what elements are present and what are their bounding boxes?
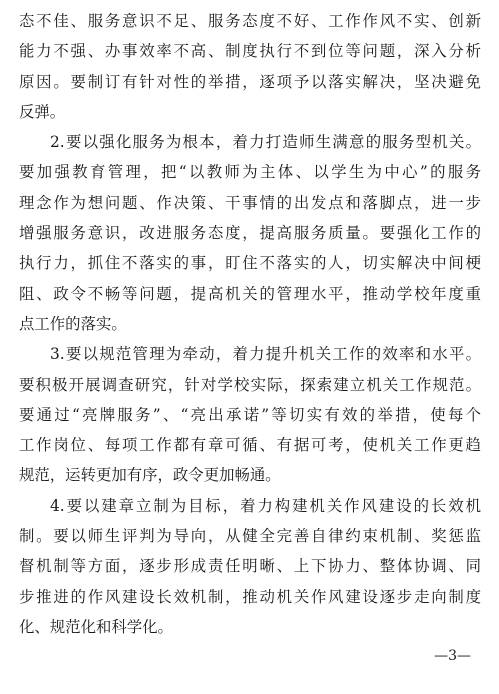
text-line: 要积极开展调查研究，针对学校实际，探索建立机关工作规范。	[19, 375, 481, 394]
text-line: 态不佳、服务意识不足、服务态度不好、工作作风不实、创新	[19, 12, 481, 30]
text-line: 反弹。	[19, 102, 66, 121]
text-line: 执行力，抓住不落实的事，盯住不落实的人，切实解决中间梗	[19, 254, 481, 273]
section-heading-line: 3.要以规范管理为牵动，着力提升机关工作的效率和水平。	[50, 345, 481, 364]
text-line: 化、规范化和科学化。	[19, 617, 173, 636]
text-line: 能力不强、办事效率不高、制度执行不到位等问题，深入分析	[19, 42, 481, 61]
text-line: 规范，运转更加有序，政令更加畅通。	[19, 466, 281, 485]
text-line: 原因。要制订有针对性的举措，逐项予以落实解决，坚决避免	[19, 72, 481, 91]
text-line: 理念作为想问题、作决策、干事情的出发点和落脚点，进一步	[19, 193, 481, 212]
paragraph-1	[19, 6, 481, 127]
text-line: 工作岗位、每项工作都有章可循、有据可考，使机关工作更趋	[19, 436, 481, 455]
section-heading-line: 4.要以建章立制为目标，着力构建机关作风建设的长效机	[50, 496, 481, 515]
paragraph-4	[19, 491, 481, 642]
text-line: 督机制等方面，逐步形成责任明晰、上下协力、整体协调、同	[19, 557, 481, 576]
text-line: 点工作的落实。	[19, 314, 127, 333]
section-heading-line: 2.要以强化服务为根本，着力打造师生满意的服务型机关。	[50, 133, 481, 152]
text-line: 阻、政令不畅等问题，提高机关的管理水平，推动学校年度重	[19, 284, 481, 303]
text-line: 要通过“亮牌服务”、“亮出承诺”等切实有效的举措，使每个	[19, 405, 481, 424]
page-number: —3—	[434, 648, 471, 664]
text-line: 增强服务意识，改进服务态度，提高服务质量。要强化工作的	[19, 224, 481, 243]
text-line: 制。要以师生评判为导向，从健全完善自律约束机制、奖惩监	[19, 527, 481, 546]
paragraph-3	[19, 339, 481, 490]
text-line: 要加强教育管理，把“以教师为主体、以学生为中心”的服务	[19, 163, 481, 182]
text-line: 步推进的作风建设长效机制，推动机关作风建设逐步走向制度	[19, 587, 481, 606]
document-body	[19, 6, 481, 642]
paragraph-2	[19, 127, 481, 339]
